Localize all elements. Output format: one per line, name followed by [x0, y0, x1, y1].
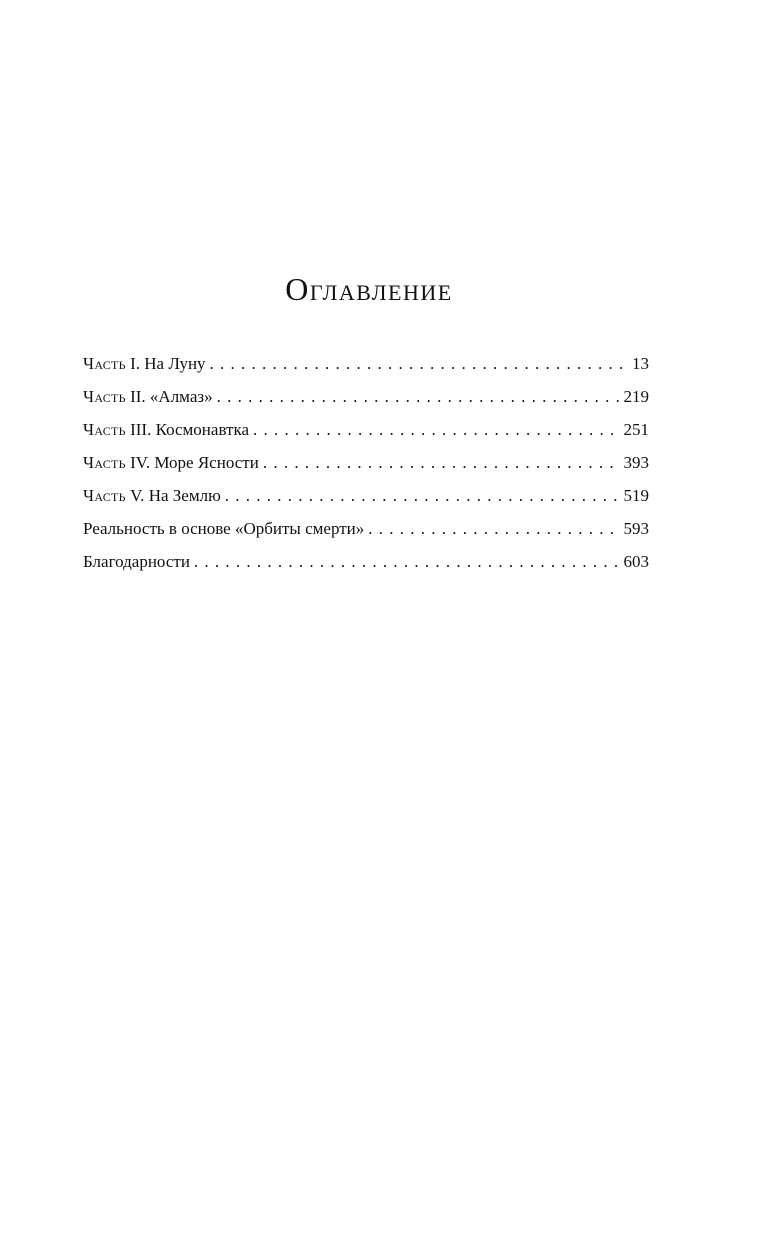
toc-entry-part-1	[83, 347, 649, 380]
page-number: 393	[623, 453, 649, 472]
dot-leader	[263, 446, 620, 479]
entry-title: Благодарности	[83, 552, 190, 571]
toc-entry-label	[83, 545, 194, 578]
toc-entry-part-4	[83, 446, 649, 479]
part-word: Часть	[83, 354, 126, 373]
toc-entry-part-3	[83, 413, 649, 446]
entry-title: На Землю	[148, 486, 221, 505]
part-numeral: V.	[130, 486, 145, 505]
entry-title: Море Ясности	[154, 453, 259, 472]
part-numeral: I.	[130, 354, 141, 373]
dot-leader	[217, 380, 620, 413]
part-numeral: IV.	[130, 453, 151, 472]
page-number: 219	[623, 387, 649, 406]
toc-entry-label	[83, 380, 217, 413]
page-number: 593	[623, 519, 649, 538]
page-number: 13	[632, 354, 649, 373]
toc-entry-acknowledgements	[83, 545, 649, 578]
entry-title: Космонавтка	[155, 420, 250, 439]
toc-entry-label	[83, 512, 368, 545]
page-number: 603	[623, 552, 649, 571]
dot-leader	[210, 347, 628, 380]
part-numeral: II.	[130, 387, 146, 406]
part-numeral: III.	[130, 420, 152, 439]
part-word: Часть	[83, 453, 126, 472]
toc-entry-label	[83, 413, 253, 446]
entry-title: Реальность в основе «Орбиты смерти»	[83, 519, 365, 538]
toc-heading: Оглавление	[285, 271, 453, 308]
toc-entry-label	[83, 479, 225, 512]
toc-list	[83, 347, 649, 578]
entry-title: «Алмаз»	[149, 387, 213, 406]
toc-entry-part-2	[83, 380, 649, 413]
dot-leader	[368, 512, 619, 545]
entry-title: На Луну	[144, 354, 206, 373]
dot-leader	[253, 413, 619, 446]
toc-entry-afterword	[83, 512, 649, 545]
dot-leader	[194, 545, 620, 578]
toc-entry-label	[83, 347, 210, 380]
page-number: 251	[623, 420, 649, 439]
part-word: Часть	[83, 387, 126, 406]
toc-entry-label	[83, 446, 263, 479]
dot-leader	[225, 479, 620, 512]
part-word: Часть	[83, 486, 126, 505]
page-number: 519	[623, 486, 649, 505]
part-word: Часть	[83, 420, 126, 439]
toc-entry-part-5	[83, 479, 649, 512]
